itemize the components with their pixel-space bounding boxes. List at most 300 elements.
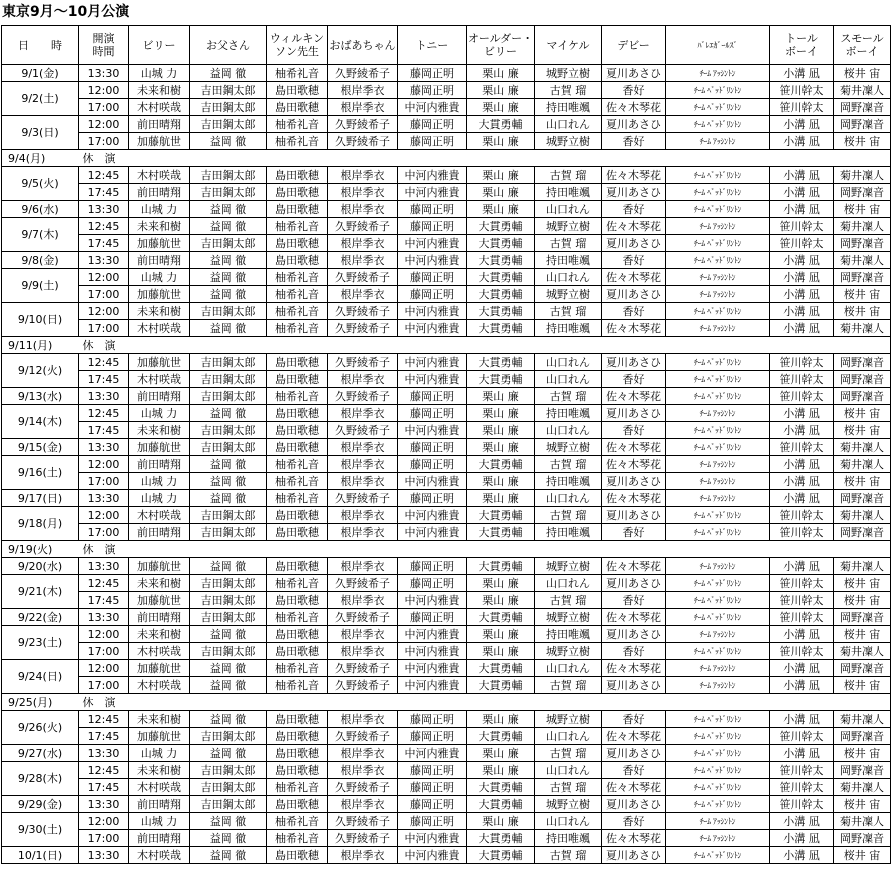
cell-tony: 中河内雅貴 (398, 354, 467, 371)
cell-father: 益岡 徹 (190, 473, 267, 490)
cell-michael: 古賀 瑠 (535, 745, 602, 762)
cell-ballet-girls: ﾁｰﾑ ﾍﾞｯﾄﾞﾘﾝﾄﾝ (666, 711, 770, 728)
cell-tall-boy: 小溝 凪 (770, 813, 834, 830)
cell-small-boy: 菊井凜人 (834, 167, 891, 184)
cell-father: 益岡 徹 (190, 847, 267, 864)
cell-tall-boy: 小溝 凪 (770, 473, 834, 490)
cell-wilkinson: 島田歌穂 (267, 507, 328, 524)
table-row (2, 643, 891, 660)
cell-ballet-girls: ﾁｰﾑ ｱｯｼﾝﾄﾝ (666, 218, 770, 235)
cell-wilkinson: 島田歌穂 (267, 82, 328, 99)
cell-tony: 藤岡正明 (398, 133, 467, 150)
cell-small-boy: 岡野凜音 (834, 762, 891, 779)
date-cell: 9/3(日) (2, 116, 79, 150)
page-title: 東京9月〜10月公演 (2, 4, 130, 20)
cell-grandma: 久野綾希子 (328, 660, 398, 677)
table-row (2, 286, 891, 303)
cell-debbie: 佐々木琴花 (602, 456, 666, 473)
cell-tall-boy: 小溝 凪 (770, 626, 834, 643)
cell-wilkinson: 柚希礼音 (267, 456, 328, 473)
cell-michael: 山口れん (535, 269, 602, 286)
cell-billy: 山城 力 (129, 473, 190, 490)
cell-ballet-girls: ﾁｰﾑ ｱｯｼﾝﾄﾝ (666, 473, 770, 490)
cell-start-time: 12:45 (79, 575, 129, 592)
cell-small-boy: 桜井 宙 (834, 286, 891, 303)
cell-start-time: 17:00 (79, 830, 129, 847)
cell-grandma: 久野綾希子 (328, 779, 398, 796)
col-header-debbie: デビー (602, 26, 666, 65)
cell-ballet-girls: ﾁｰﾑ ﾍﾞｯﾄﾞﾘﾝﾄﾝ (666, 422, 770, 439)
cell-start-time: 12:45 (79, 167, 129, 184)
cell-start-time: 17:45 (79, 422, 129, 439)
cell-ballet-girls: ﾁｰﾑ ｱｯｼﾝﾄﾝ (666, 133, 770, 150)
table-row-closed (2, 694, 891, 711)
cell-small-boy: 桜井 宙 (834, 796, 891, 813)
cell-older-billy: 大貫勇輔 (467, 116, 535, 133)
table-row (2, 184, 891, 201)
cell-tony: 中河内雅貴 (398, 745, 467, 762)
cell-father: 吉田鋼太郎 (190, 371, 267, 388)
cell-small-boy: 岡野凜音 (834, 116, 891, 133)
cell-billy: 未来和樹 (129, 762, 190, 779)
table-row-closed (2, 337, 891, 354)
cell-father: 吉田鋼太郎 (190, 507, 267, 524)
cell-debbie: 香好 (602, 303, 666, 320)
cell-debbie: 夏川あさひ (602, 847, 666, 864)
cell-tony: 藤岡正明 (398, 558, 467, 575)
cell-start-time: 17:00 (79, 643, 129, 660)
cell-ballet-girls: ﾁｰﾑ ﾍﾞｯﾄﾞﾘﾝﾄﾝ (666, 745, 770, 762)
cell-older-billy: 大貫勇輔 (467, 609, 535, 626)
cell-older-billy: 栗山 廉 (467, 133, 535, 150)
cell-tall-boy: 笹川幹太 (770, 99, 834, 116)
cell-michael: 古賀 瑠 (535, 167, 602, 184)
cell-start-time: 13:30 (79, 847, 129, 864)
cell-grandma: 根岸季衣 (328, 167, 398, 184)
date-cell: 9/10(日) (2, 303, 79, 337)
cell-ballet-girls: ﾁｰﾑ ﾍﾞｯﾄﾞﾘﾝﾄﾝ (666, 235, 770, 252)
cell-billy: 前田晴翔 (129, 116, 190, 133)
cell-tony: 藤岡正明 (398, 405, 467, 422)
cell-billy: 未来和樹 (129, 422, 190, 439)
cell-debbie: 夏川あさひ (602, 507, 666, 524)
cell-wilkinson: 柚希礼音 (267, 660, 328, 677)
cell-start-time: 17:45 (79, 592, 129, 609)
cell-wilkinson: 柚希礼音 (267, 677, 328, 694)
cell-billy: 木村咲哉 (129, 320, 190, 337)
cell-father: 吉田鋼太郎 (190, 796, 267, 813)
table-row (2, 252, 891, 269)
table-row (2, 762, 891, 779)
cell-billy: 山城 力 (129, 269, 190, 286)
cell-wilkinson: 島田歌穂 (267, 167, 328, 184)
table-row (2, 524, 891, 541)
cell-wilkinson: 柚希礼音 (267, 490, 328, 507)
cell-wilkinson: 島田歌穂 (267, 711, 328, 728)
cell-grandma: 根岸季衣 (328, 235, 398, 252)
cell-small-boy: 岡野凜音 (834, 184, 891, 201)
cell-father: 吉田鋼太郎 (190, 184, 267, 201)
cell-billy: 前田晴翔 (129, 830, 190, 847)
cell-michael: 持田唯颯 (535, 320, 602, 337)
cell-michael: 山口れん (535, 116, 602, 133)
cell-older-billy: 大貫勇輔 (467, 320, 535, 337)
cell-ballet-girls: ﾁｰﾑ ﾍﾞｯﾄﾞﾘﾝﾄﾝ (666, 371, 770, 388)
cell-michael: 持田唯颯 (535, 524, 602, 541)
cell-billy: 前田晴翔 (129, 252, 190, 269)
cell-small-boy: 岡野凜音 (834, 371, 891, 388)
cell-billy: 未来和樹 (129, 711, 190, 728)
date-cell: 9/4(月) (2, 150, 79, 167)
cell-michael: 城野立樹 (535, 558, 602, 575)
cell-billy: 未来和樹 (129, 626, 190, 643)
cell-debbie: 香好 (602, 252, 666, 269)
cell-older-billy: 栗山 廉 (467, 422, 535, 439)
cell-tall-boy: 笹川幹太 (770, 524, 834, 541)
cell-father: 益岡 徹 (190, 830, 267, 847)
cell-ballet-girls: ﾁｰﾑ ﾍﾞｯﾄﾞﾘﾝﾄﾝ (666, 252, 770, 269)
cell-tall-boy: 笹川幹太 (770, 235, 834, 252)
cell-tony: 中河内雅貴 (398, 524, 467, 541)
cell-billy: 前田晴翔 (129, 796, 190, 813)
cell-billy: 木村咲哉 (129, 779, 190, 796)
cell-father: 益岡 徹 (190, 201, 267, 218)
cell-grandma: 根岸季衣 (328, 201, 398, 218)
cell-older-billy: 栗山 廉 (467, 405, 535, 422)
cell-wilkinson: 島田歌穂 (267, 592, 328, 609)
cell-debbie: 香好 (602, 643, 666, 660)
schedule-body (2, 65, 891, 864)
cell-debbie: 香好 (602, 813, 666, 830)
cell-wilkinson: 島田歌穂 (267, 371, 328, 388)
cell-tall-boy: 小溝 凪 (770, 184, 834, 201)
cell-debbie: 佐々木琴花 (602, 728, 666, 745)
table-row (2, 371, 891, 388)
cell-debbie: 香好 (602, 524, 666, 541)
date-cell: 9/13(水) (2, 388, 79, 405)
table-row (2, 320, 891, 337)
col-header-tall-boy-label: トール ボーイ (785, 32, 818, 58)
cell-ballet-girls: ﾁｰﾑ ｱｯｼﾝﾄﾝ (666, 558, 770, 575)
cell-michael: 城野立樹 (535, 796, 602, 813)
cell-billy: 木村咲哉 (129, 167, 190, 184)
col-header-older-billy: オールダー・ビリー (467, 26, 535, 65)
cell-start-time: 17:45 (79, 184, 129, 201)
cell-debbie: 夏川あさひ (602, 235, 666, 252)
table-row (2, 796, 891, 813)
cell-grandma: 久野綾希子 (328, 490, 398, 507)
cell-billy: 前田晴翔 (129, 524, 190, 541)
header-row (2, 26, 891, 65)
cell-wilkinson: 柚希礼音 (267, 830, 328, 847)
date-cell: 9/9(土) (2, 269, 79, 303)
date-cell: 9/19(火) (2, 541, 79, 558)
cell-michael: 城野立樹 (535, 643, 602, 660)
date-cell: 10/1(日) (2, 847, 79, 864)
cell-tall-boy: 小溝 凪 (770, 167, 834, 184)
cell-father: 益岡 徹 (190, 456, 267, 473)
cell-small-boy: 菊井凜人 (834, 507, 891, 524)
cell-older-billy: 大貫勇輔 (467, 847, 535, 864)
cell-grandma: 根岸季衣 (328, 371, 398, 388)
cell-small-boy: 菊井凜人 (834, 711, 891, 728)
cell-wilkinson: 柚希礼音 (267, 218, 328, 235)
cell-michael: 持田唯颯 (535, 252, 602, 269)
cell-tall-boy: 小溝 凪 (770, 65, 834, 82)
cell-michael: 持田唯颯 (535, 99, 602, 116)
date-cell: 9/30(土) (2, 813, 79, 847)
cell-tony: 中河内雅貴 (398, 371, 467, 388)
cell-ballet-girls: ﾁｰﾑ ﾍﾞｯﾄﾞﾘﾝﾄﾝ (666, 303, 770, 320)
cell-michael: 古賀 瑠 (535, 235, 602, 252)
cell-small-boy: 桜井 宙 (834, 592, 891, 609)
cell-billy: 山城 力 (129, 813, 190, 830)
cell-grandma: 根岸季衣 (328, 405, 398, 422)
cell-ballet-girls: ﾁｰﾑ ﾍﾞｯﾄﾞﾘﾝﾄﾝ (666, 82, 770, 99)
table-row (2, 711, 891, 728)
cell-father: 益岡 徹 (190, 558, 267, 575)
cell-father: 益岡 徹 (190, 660, 267, 677)
cell-tony: 藤岡正明 (398, 286, 467, 303)
cell-small-boy: 菊井凜人 (834, 82, 891, 99)
cell-billy: 前田晴翔 (129, 184, 190, 201)
cell-ballet-girls: ﾁｰﾑ ﾍﾞｯﾄﾞﾘﾝﾄﾝ (666, 507, 770, 524)
col-header-tall-boy (770, 26, 834, 65)
table-row-closed (2, 541, 891, 558)
cell-father: 吉田鋼太郎 (190, 388, 267, 405)
col-header-wilkinson: ウィルキンソン先生 (267, 26, 328, 65)
cell-small-boy: 桜井 宙 (834, 575, 891, 592)
cell-start-time: 12:00 (79, 507, 129, 524)
date-cell: 9/11(月) (2, 337, 79, 354)
cell-older-billy: 大貫勇輔 (467, 235, 535, 252)
date-cell: 9/20(水) (2, 558, 79, 575)
cell-billy: 前田晴翔 (129, 388, 190, 405)
cell-debbie: 夏川あさひ (602, 354, 666, 371)
table-row (2, 575, 891, 592)
date-cell: 9/29(金) (2, 796, 79, 813)
cell-start-time: 12:00 (79, 303, 129, 320)
cell-tall-boy: 小溝 凪 (770, 116, 834, 133)
cell-billy: 前田晴翔 (129, 456, 190, 473)
cell-tall-boy: 小溝 凪 (770, 745, 834, 762)
table-row (2, 626, 891, 643)
cell-tony: 藤岡正明 (398, 575, 467, 592)
cell-tall-boy: 笹川幹太 (770, 592, 834, 609)
date-cell: 9/8(金) (2, 252, 79, 269)
cell-father: 吉田鋼太郎 (190, 303, 267, 320)
table-row (2, 507, 891, 524)
table-row (2, 456, 891, 473)
table-row (2, 303, 891, 320)
cell-father: 益岡 徹 (190, 405, 267, 422)
cell-debbie: 夏川あさひ (602, 677, 666, 694)
cell-michael: 持田唯颯 (535, 405, 602, 422)
table-row (2, 847, 891, 864)
cell-small-boy: 岡野凜音 (834, 728, 891, 745)
cell-debbie: 夏川あさひ (602, 575, 666, 592)
cell-start-time: 13:30 (79, 252, 129, 269)
cell-older-billy: 栗山 廉 (467, 626, 535, 643)
cell-michael: 山口れん (535, 490, 602, 507)
cell-older-billy: 大貫勇輔 (467, 558, 535, 575)
cell-tony: 藤岡正明 (398, 490, 467, 507)
cell-grandma: 根岸季衣 (328, 473, 398, 490)
table-row (2, 218, 891, 235)
cell-grandma: 久野綾希子 (328, 218, 398, 235)
table-row (2, 439, 891, 456)
cell-father: 吉田鋼太郎 (190, 609, 267, 626)
closed-cell: 休 演 (79, 541, 891, 558)
cell-wilkinson: 島田歌穂 (267, 252, 328, 269)
cell-ballet-girls: ﾁｰﾑ ﾍﾞｯﾄﾞﾘﾝﾄﾝ (666, 524, 770, 541)
cell-tony: 中河内雅貴 (398, 643, 467, 660)
cell-tall-boy: 小溝 凪 (770, 677, 834, 694)
cell-tony: 藤岡正明 (398, 218, 467, 235)
date-cell: 9/18(月) (2, 507, 79, 541)
cell-billy: 加藤航世 (129, 354, 190, 371)
date-cell: 9/27(水) (2, 745, 79, 762)
cell-wilkinson: 島田歌穂 (267, 354, 328, 371)
cell-tony: 中河内雅貴 (398, 830, 467, 847)
cell-ballet-girls: ﾁｰﾑ ｱｯｼﾝﾄﾝ (666, 405, 770, 422)
cell-ballet-girls: ﾁｰﾑ ﾍﾞｯﾄﾞﾘﾝﾄﾝ (666, 388, 770, 405)
cell-billy: 木村咲哉 (129, 677, 190, 694)
cell-billy: 山城 力 (129, 405, 190, 422)
table-row (2, 473, 891, 490)
cell-father: 吉田鋼太郎 (190, 575, 267, 592)
cell-small-boy: 桜井 宙 (834, 745, 891, 762)
cell-tony: 藤岡正明 (398, 711, 467, 728)
cell-michael: 山口れん (535, 201, 602, 218)
cell-billy: 木村咲哉 (129, 643, 190, 660)
cell-debbie: 香好 (602, 371, 666, 388)
cell-older-billy: 栗山 廉 (467, 575, 535, 592)
cell-debbie: 佐々木琴花 (602, 320, 666, 337)
col-header-datetime: 日 時 (2, 26, 79, 65)
cell-father: 益岡 徹 (190, 711, 267, 728)
cell-debbie: 佐々木琴花 (602, 99, 666, 116)
cell-tall-boy: 小溝 凪 (770, 133, 834, 150)
cell-father: 吉田鋼太郎 (190, 235, 267, 252)
cell-small-boy: 桜井 宙 (834, 626, 891, 643)
cell-older-billy: 大貫勇輔 (467, 677, 535, 694)
cell-billy: 加藤航世 (129, 286, 190, 303)
cell-tall-boy: 小溝 凪 (770, 830, 834, 847)
cell-tall-boy: 笹川幹太 (770, 507, 834, 524)
cell-grandma: 久野綾希子 (328, 65, 398, 82)
schedule-table (1, 25, 891, 864)
cell-ballet-girls: ﾁｰﾑ ﾍﾞｯﾄﾞﾘﾝﾄﾝ (666, 847, 770, 864)
cell-small-boy: 菊井凜人 (834, 456, 891, 473)
cell-tall-boy: 小溝 凪 (770, 847, 834, 864)
table-row (2, 167, 891, 184)
cell-father: 吉田鋼太郎 (190, 116, 267, 133)
cell-michael: 山口れん (535, 354, 602, 371)
cell-debbie: 夏川あさひ (602, 405, 666, 422)
cell-grandma: 根岸季衣 (328, 558, 398, 575)
cell-older-billy: 大貫勇輔 (467, 218, 535, 235)
cell-older-billy: 大貫勇輔 (467, 660, 535, 677)
cell-michael: 山口れん (535, 762, 602, 779)
table-row (2, 592, 891, 609)
cell-wilkinson: 柚希礼音 (267, 609, 328, 626)
cell-father: 吉田鋼太郎 (190, 728, 267, 745)
col-header-small-boy (834, 26, 891, 65)
cell-tall-boy: 笹川幹太 (770, 388, 834, 405)
cell-grandma: 根岸季衣 (328, 524, 398, 541)
cell-father: 吉田鋼太郎 (190, 643, 267, 660)
cell-grandma: 久野綾希子 (328, 677, 398, 694)
cell-grandma: 久野綾希子 (328, 320, 398, 337)
cell-tony: 中河内雅貴 (398, 677, 467, 694)
cell-older-billy: 大貫勇輔 (467, 507, 535, 524)
cell-tony: 中河内雅貴 (398, 660, 467, 677)
cell-father: 益岡 徹 (190, 677, 267, 694)
cell-tall-boy: 小溝 凪 (770, 252, 834, 269)
cell-grandma: 久野綾希子 (328, 728, 398, 745)
cell-grandma: 根岸季衣 (328, 796, 398, 813)
cell-tony: 藤岡正明 (398, 728, 467, 745)
cell-older-billy: 大貫勇輔 (467, 303, 535, 320)
cell-billy: 木村咲哉 (129, 371, 190, 388)
cell-wilkinson: 島田歌穂 (267, 201, 328, 218)
cell-father: 吉田鋼太郎 (190, 99, 267, 116)
cell-wilkinson: 島田歌穂 (267, 439, 328, 456)
cell-tony: 藤岡正明 (398, 456, 467, 473)
table-row (2, 405, 891, 422)
cell-small-boy: 岡野凜音 (834, 830, 891, 847)
cell-billy: 前田晴翔 (129, 609, 190, 626)
cell-father: 益岡 徹 (190, 133, 267, 150)
table-row (2, 269, 891, 286)
cell-older-billy: 栗山 廉 (467, 473, 535, 490)
cell-ballet-girls: ﾁｰﾑ ﾍﾞｯﾄﾞﾘﾝﾄﾝ (666, 728, 770, 745)
cell-older-billy: 栗山 廉 (467, 490, 535, 507)
cell-tony: 藤岡正明 (398, 779, 467, 796)
cell-billy: 山城 力 (129, 490, 190, 507)
cell-father: 吉田鋼太郎 (190, 354, 267, 371)
cell-billy: 山城 力 (129, 65, 190, 82)
cell-debbie: 香好 (602, 592, 666, 609)
cell-older-billy: 栗山 廉 (467, 388, 535, 405)
cell-start-time: 13:30 (79, 745, 129, 762)
cell-billy: 加藤航世 (129, 235, 190, 252)
table-row (2, 830, 891, 847)
cell-billy: 加藤航世 (129, 728, 190, 745)
cell-billy: 木村咲哉 (129, 99, 190, 116)
cell-start-time: 17:00 (79, 677, 129, 694)
cell-older-billy: 大貫勇輔 (467, 371, 535, 388)
date-cell: 9/1(金) (2, 65, 79, 82)
cell-small-boy: 菊井凜人 (834, 558, 891, 575)
cell-wilkinson: 島田歌穂 (267, 728, 328, 745)
cell-start-time: 17:45 (79, 728, 129, 745)
cell-debbie: 佐々木琴花 (602, 269, 666, 286)
cell-grandma: 根岸季衣 (328, 507, 398, 524)
cell-father: 益岡 徹 (190, 65, 267, 82)
cell-grandma: 久野綾希子 (328, 830, 398, 847)
cell-wilkinson: 柚希礼音 (267, 779, 328, 796)
cell-wilkinson: 島田歌穂 (267, 235, 328, 252)
cell-father: 吉田鋼太郎 (190, 439, 267, 456)
cell-tony: 中河内雅貴 (398, 473, 467, 490)
cell-billy: 未来和樹 (129, 303, 190, 320)
cell-debbie: 香好 (602, 82, 666, 99)
cell-grandma: 根岸季衣 (328, 286, 398, 303)
table-row (2, 82, 891, 99)
cell-small-boy: 桜井 宙 (834, 847, 891, 864)
